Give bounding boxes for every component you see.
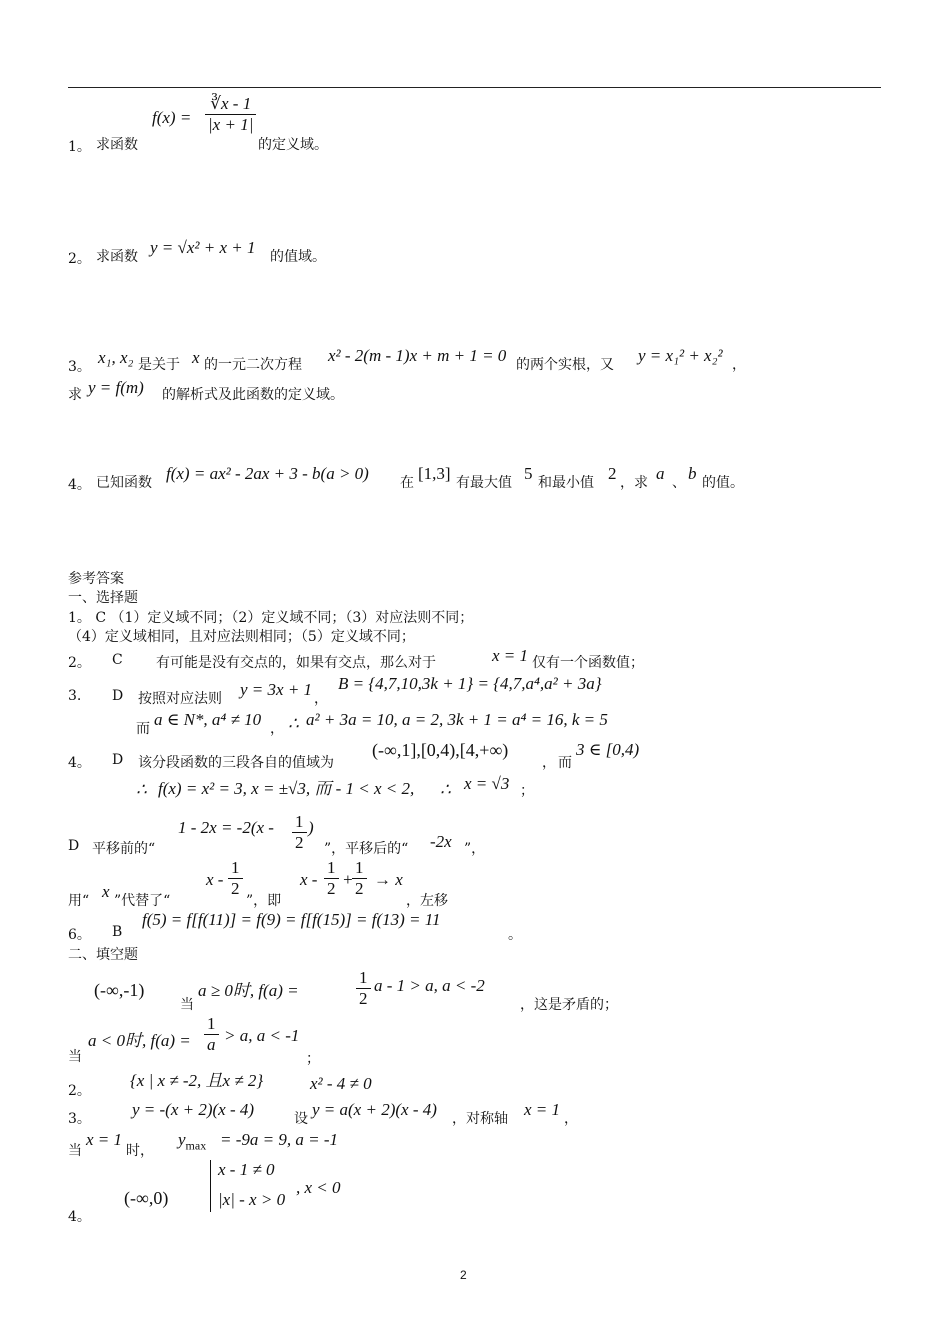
question-text-end: 的定义域。 bbox=[258, 137, 328, 153]
section-fill: 二、填空题 bbox=[68, 947, 138, 963]
text: 时， bbox=[126, 1143, 154, 1159]
punctuation: ， bbox=[542, 755, 556, 771]
answer-letter: D bbox=[112, 688, 124, 704]
text: 用“ bbox=[68, 893, 90, 909]
answer-letter: C bbox=[112, 652, 123, 668]
math: a < 0时, f(a) = bbox=[88, 1031, 191, 1050]
math: y = 3x + 1 bbox=[240, 680, 313, 699]
variable: x bbox=[192, 348, 200, 367]
formula-fraction bbox=[205, 94, 256, 135]
header-rule bbox=[68, 87, 881, 88]
math: f(5) = f[f(11)] = f(9) = f[f(15)] = f(13) = 11 bbox=[142, 910, 441, 929]
formula: f(x) = ax² - 2ax + 3 - b(a > 0) bbox=[166, 464, 369, 483]
math: x - bbox=[206, 870, 224, 889]
answer-letter: D bbox=[68, 838, 80, 854]
text: 平移前的“ bbox=[92, 841, 156, 857]
question-number: 3。 bbox=[68, 359, 91, 375]
text: 当 bbox=[180, 997, 194, 1013]
system-line: |x| - x > 0 bbox=[218, 1190, 286, 1209]
text: 已知函数 bbox=[96, 475, 152, 491]
math: a ≥ 0时, f(a) = bbox=[198, 981, 299, 1000]
numerator: 1 bbox=[292, 812, 307, 833]
punctuation: 。 bbox=[508, 927, 522, 943]
var-a: a bbox=[656, 464, 665, 483]
interval: [1,3] bbox=[418, 464, 451, 483]
text: ，这是矛盾的； bbox=[520, 997, 618, 1013]
denominator: 2 bbox=[295, 833, 304, 852]
punctuation: ； bbox=[520, 783, 534, 799]
numerator: 1 bbox=[356, 968, 371, 989]
text: 有可能是没有交点的，如果有交点，那么对于 bbox=[156, 655, 436, 671]
ranges: (-∞,1],[0,4),[4,+∞) bbox=[372, 740, 509, 760]
answer: (-∞,-1) bbox=[94, 980, 145, 1000]
answer: (-∞,0) bbox=[124, 1188, 169, 1208]
condition: , x < 0 bbox=[296, 1178, 341, 1197]
question-text: 求函数 bbox=[96, 249, 138, 265]
math: → x bbox=[374, 870, 403, 889]
numerator: 1 bbox=[228, 858, 243, 879]
answer-letter: B bbox=[112, 924, 123, 940]
text: 的值。 bbox=[702, 475, 744, 491]
text: ，求 bbox=[620, 475, 648, 491]
answer: y = -(x + 2)(x - 4) bbox=[132, 1100, 255, 1119]
text: ”，平移后的“ bbox=[324, 841, 409, 857]
system-line: x - 1 ≠ 0 bbox=[218, 1160, 275, 1179]
punctuation: ； bbox=[306, 1051, 320, 1067]
text: 在 bbox=[400, 475, 414, 491]
section-choice: 一、选择题 bbox=[68, 590, 138, 606]
text: 的解析式及此函数的定义域。 bbox=[162, 387, 344, 403]
answer: {x | x ≠ -2, 且x ≠ 2} bbox=[130, 1071, 264, 1090]
denominator: 2 bbox=[231, 879, 240, 898]
text: ，对称轴 bbox=[452, 1111, 508, 1127]
question-text: 求函数 bbox=[96, 137, 138, 153]
numerator: 1 bbox=[352, 858, 367, 879]
question-number: 2。 bbox=[68, 251, 91, 267]
formula: y = √x² + x + 1 bbox=[150, 238, 256, 257]
math: x = √3 bbox=[464, 774, 510, 793]
text: 的一元二次方程 bbox=[204, 357, 302, 373]
text: 设 bbox=[294, 1111, 308, 1127]
fraction-inverse bbox=[204, 1014, 219, 1055]
text: 而 bbox=[558, 755, 572, 771]
math: B = {4,7,10,3k + 1} = {4,7,a⁴,a² + 3a} bbox=[338, 674, 602, 693]
formula-lhs: f(x) = bbox=[152, 108, 192, 127]
fraction-half bbox=[228, 858, 243, 899]
question-number: 1。 bbox=[68, 139, 91, 155]
answer-number: 4。 bbox=[68, 1209, 91, 1225]
denominator: 2 bbox=[355, 879, 364, 898]
math: ) bbox=[308, 818, 314, 837]
fraction-half bbox=[356, 968, 371, 1009]
min-value: 2 bbox=[608, 464, 617, 483]
y-definition: y = x₁² + x₂² bbox=[638, 346, 723, 365]
denominator: 2 bbox=[359, 989, 368, 1008]
text: 、 bbox=[672, 475, 686, 491]
math: -2x bbox=[430, 832, 452, 851]
question-text-end: 的值域。 bbox=[270, 249, 326, 265]
answer-1-line2: （4）定义域相同，且对应法则相同；（5）定义域不同； bbox=[68, 629, 415, 645]
text: 按照对应法则 bbox=[138, 691, 222, 707]
math: x = 1 bbox=[86, 1130, 123, 1149]
text: 该分段函数的三段各自的值域为 bbox=[138, 755, 334, 771]
answer-number: 3. bbox=[68, 688, 82, 704]
fm: y = f(m) bbox=[88, 378, 144, 397]
answer-number: 2。 bbox=[68, 655, 91, 671]
equation: x² - 2(m - 1)x + m + 1 = 0 bbox=[328, 346, 507, 365]
therefore-symbol: ∴ bbox=[440, 780, 451, 799]
math: a ∈ N*, a⁴ ≠ 10 bbox=[154, 710, 262, 729]
math: f(x) = x² = 3, x = ±√3, 而 - 1 < x < 2, bbox=[158, 779, 415, 798]
therefore-symbol: ∴ bbox=[288, 714, 299, 733]
answer-letter: D bbox=[112, 752, 124, 768]
answer-number: 4。 bbox=[68, 755, 91, 771]
text: ”，即 bbox=[246, 893, 282, 909]
max-value: 5 bbox=[524, 464, 533, 483]
answer-number: 3。 bbox=[68, 1111, 91, 1127]
text: 当 bbox=[68, 1049, 82, 1065]
math: y = a(x + 2)(x - 4) bbox=[312, 1100, 437, 1119]
therefore-symbol: ∴ bbox=[136, 780, 147, 799]
math: 3 ∈ [0,4) bbox=[576, 740, 640, 759]
page-number: 2 bbox=[460, 1268, 467, 1282]
answers-heading: 参考答案 bbox=[68, 571, 124, 587]
text: ，左移 bbox=[406, 893, 448, 909]
fraction-half bbox=[324, 858, 339, 899]
math: a - 1 > a, a < -2 bbox=[374, 976, 485, 995]
text: ”代替了“ bbox=[114, 893, 171, 909]
variable: x bbox=[102, 882, 110, 901]
text: 而 bbox=[136, 721, 150, 737]
text: ”， bbox=[464, 841, 486, 857]
text: 有最大值 bbox=[456, 475, 512, 491]
answer-1-line1: 1。 C （1）定义域不同；（2）定义域不同；（3）对应法则不同； bbox=[68, 610, 474, 626]
punctuation: ， bbox=[314, 691, 328, 707]
punctuation: ， bbox=[732, 357, 746, 373]
punctuation: ， bbox=[564, 1111, 578, 1127]
math: x = 1 bbox=[492, 646, 529, 665]
numerator: 1 bbox=[324, 858, 339, 879]
answer-number: 2。 bbox=[68, 1083, 91, 1099]
fraction-half bbox=[352, 858, 367, 899]
text: 仅有一个函数值； bbox=[532, 655, 644, 671]
math: 1 - 2x = -2(x - bbox=[178, 818, 274, 837]
math: a² + 3a = 10, a = 2, 3k + 1 = a⁴ = 16, k = 5 bbox=[306, 710, 608, 729]
math: x - bbox=[300, 870, 318, 889]
answer-number: 6。 bbox=[68, 927, 91, 943]
fraction-half bbox=[292, 812, 307, 853]
fraction-numerator: ∛x - 1 bbox=[205, 94, 256, 115]
math: = -9a = 9, a = -1 bbox=[220, 1130, 338, 1149]
punctuation: ， bbox=[270, 721, 284, 737]
fraction-denominator: |x + 1| bbox=[208, 115, 254, 134]
question-number: 4。 bbox=[68, 477, 91, 493]
denominator: a bbox=[207, 1035, 216, 1054]
roots: x₁, x₂ bbox=[98, 348, 134, 367]
text: 是关于 bbox=[138, 357, 180, 373]
math: + bbox=[342, 870, 354, 889]
numerator: 1 bbox=[204, 1014, 219, 1035]
var-b: b bbox=[688, 464, 697, 483]
ymax-var: y bbox=[178, 1130, 186, 1149]
math: x² - 4 ≠ 0 bbox=[310, 1074, 372, 1093]
ymax bbox=[178, 1130, 206, 1153]
math: x = 1 bbox=[524, 1100, 561, 1119]
text: 的两个实根，又 bbox=[516, 357, 614, 373]
text: 当 bbox=[68, 1143, 82, 1159]
text: 求 bbox=[68, 387, 82, 403]
denominator: 2 bbox=[327, 879, 336, 898]
ymax-sub: max bbox=[185, 1138, 207, 1153]
text: 和最小值 bbox=[538, 475, 594, 491]
math: > a, a < -1 bbox=[224, 1026, 300, 1045]
